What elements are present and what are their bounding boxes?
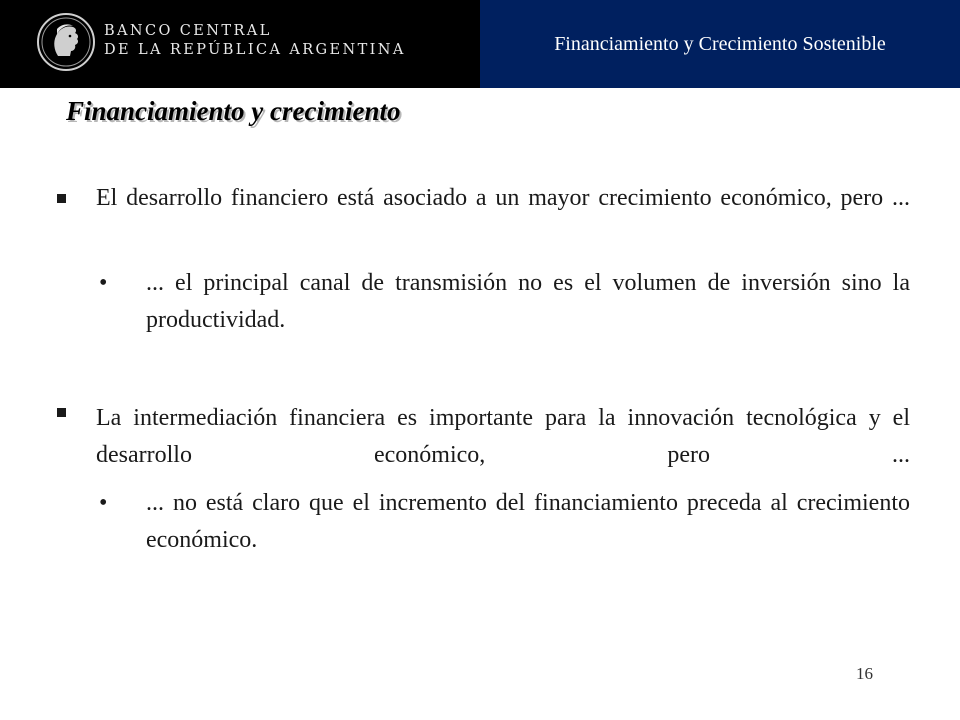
sub-bullet-item (146, 265, 910, 376)
bullet-text: El desarrollo financiero está asociado a un mayor crecimiento económico, pero ... (96, 185, 910, 211)
page-number: 16 (856, 664, 873, 683)
sub-bullet-text: ... el principal canal de transmisión no es el volumen de inversión sino la productividad. (146, 270, 910, 333)
sub-bullet-marker: • (99, 490, 108, 516)
bank-name-line1: BANCO CENTRAL (104, 23, 272, 39)
sub-bullet-item (146, 485, 910, 596)
bullet-item (96, 180, 910, 254)
sub-bullet-marker: • (99, 270, 108, 296)
sub-bullet-text: ... no está claro que el incremento del financiamiento preceda al crecimiento económico. (146, 490, 910, 553)
presentation-title: Financiamiento y Crecimiento Sostenible (554, 33, 886, 55)
bullet-text: La intermediación financiera es importante para la innovación tecnológica y el desarrollo económico, pero ... (96, 405, 910, 468)
slide-title: Financiamiento y crecimiento (66, 96, 401, 126)
square-bullet-icon (57, 194, 66, 203)
square-bullet-icon (57, 408, 66, 417)
bank-name-line2: DE LA REPÚBLICA ARGENTINA (104, 42, 406, 58)
